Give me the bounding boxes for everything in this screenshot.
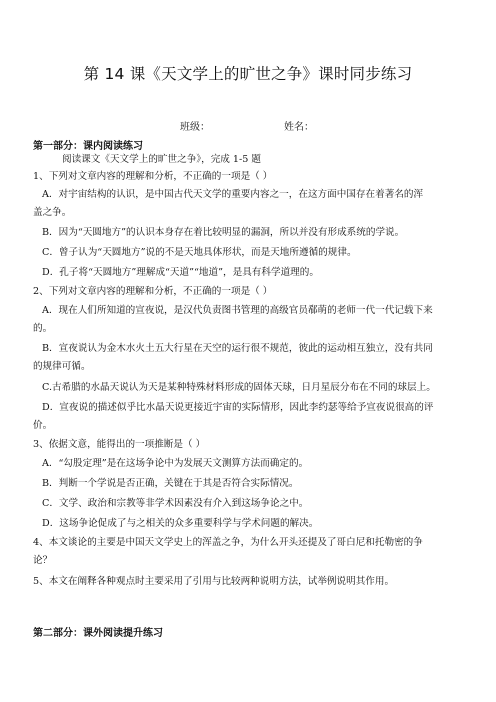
q2-option-c: C.古希腊的水晶天说认为天是某种特殊材料形成的固体天球，日月星辰分布在不同的球层上。 (42, 382, 436, 393)
q4-stem-cont: 论？ (33, 555, 53, 566)
page-title: 第 14 课《天文学上的旷世之争》课时同步练习 (83, 65, 413, 83)
q2-option-b-cont: 的规律可循。 (33, 361, 91, 372)
q5-stem: 5、本文在阐释各种观点时主要采用了引用与比较两种说明方法，试举例说明其作用。 (33, 576, 395, 587)
q3-stem: 3、依据文意，能得出的一项推断是（ ） (33, 439, 206, 450)
q1-option-b: B．因为“天圆地方”的认识本身存在着比较明显的漏洞，所以并没有形成系统的学说。 (42, 227, 405, 238)
q2-option-a: A．现在人们所知道的宣夜说，是汉代负责图书管理的高级官员郗萌的老师一代一代记载下来 (42, 305, 433, 316)
q3-option-a: A．“勾股定理”是在这场争论中为发展天文测算方法而确定的。 (42, 458, 309, 469)
q1-option-c: C．曾子认为“天圆地方”说的不是天地具体形状，而是天地所遵循的规律。 (42, 247, 357, 258)
q3-option-c: C．文学、政治和宗教等非学术因素没有介入到这场争论之中。 (42, 498, 309, 509)
part1-heading: 第一部分：课内阅读练习 (33, 141, 143, 152)
q2-option-d-cont: 价。 (33, 420, 53, 431)
q2-stem: 2、下列对文章内容的理解和分析，不正确的一项是（ ） (33, 286, 273, 297)
q4-stem: 4、本文谈论的主要是中国天文学史上的浑盖之争，为什么开头还提及了哥白尼和托勒密的争 (33, 537, 423, 548)
q2-option-a-cont: 的。 (33, 323, 53, 334)
part1-intro: 阅读课文《天文学上的旷世之争》，完成 1-5 题 (62, 154, 262, 165)
name-label: 姓名： (284, 122, 314, 133)
q1-stem: 1、下列对文章内容的理解和分析，不正确的一项是（ ） (33, 171, 273, 182)
class-label: 班级： (180, 122, 210, 133)
q2-option-d: D．宣夜说的描述似乎比水晶天说更接近宇宙的实际情形，因此李约瑟等给予宣夜说很高的评 (42, 402, 434, 413)
q1-option-d: D．孔子将“天圆地方”理解成“天道”“地道”，是具有科学道理的。 (42, 267, 319, 278)
q1-option-a: A．对宇宙结构的认识，是中国古代天文学的重要内容之一，在这方面中国存在着著名的浑 (42, 189, 424, 200)
q3-option-b: B．判断一个学说是否正确，关键在于其是否符合实际情况。 (42, 478, 299, 489)
q2-option-b: B．宣夜说认为金木水火土五大行星在天空的运行很不规范，彼此的运动相互独立，没有共同 (42, 343, 433, 354)
q3-option-d: D．这场争论促成了与之相关的众多重要科学与学术问题的解决。 (42, 518, 319, 529)
q1-option-a-cont: 盖之争。 (33, 207, 72, 218)
part2-heading: 第二部分：课外阅读提升练习 (33, 628, 163, 639)
